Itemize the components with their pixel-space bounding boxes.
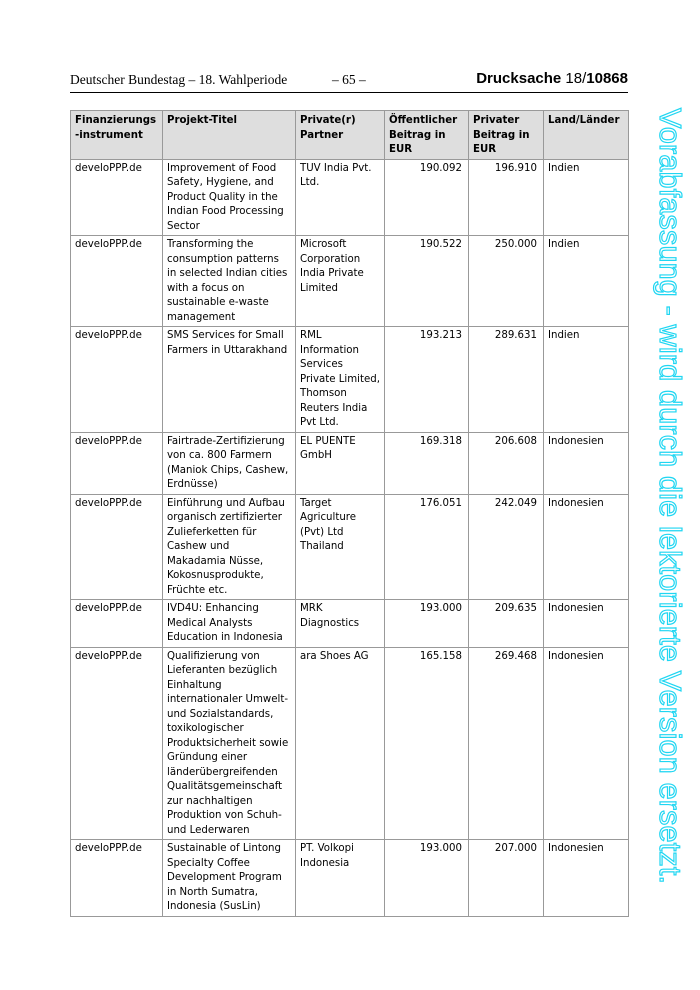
cell-private-amount: 209.635 bbox=[469, 600, 544, 648]
cell-instrument: develoPPP.de bbox=[71, 600, 163, 648]
cell-title: Sustainable of Lintong Specialty Coffee Development Program in North Sumatra, Indonesia (SusLin) bbox=[163, 840, 296, 917]
draft-watermark-text: Vorabfassung - wird durch die lektorierte Version ersetzt. bbox=[653, 108, 687, 885]
cell-public-amount: 165.158 bbox=[385, 647, 469, 840]
cell-partner: ara Shoes AG bbox=[296, 647, 385, 840]
table-row bbox=[71, 432, 629, 494]
column-header-partner: Private(r) Partner bbox=[296, 111, 385, 160]
cell-title: Qualifizierung von Lieferanten bezüglich Einhaltung internationaler Umwelt- und Sozialstandards, toxikologischer Produktsicherheit sowie Gründung einer länderübergreifenden Qualitätsgemeinschaft zur nachhaltigen Produktion von Schuh- und Lederwaren bbox=[163, 647, 296, 840]
cell-instrument: develoPPP.de bbox=[71, 647, 163, 840]
cell-public-amount: 193.000 bbox=[385, 840, 469, 917]
column-header-instrument: Finanzierungs-instrument bbox=[71, 111, 163, 160]
table-row bbox=[71, 647, 629, 840]
cell-public-amount: 190.092 bbox=[385, 159, 469, 236]
cell-partner: MRK Diagnostics bbox=[296, 600, 385, 648]
cell-partner: RML Information Services Private Limited, Thomson Reuters India Pvt Ltd. bbox=[296, 327, 385, 433]
draft-watermark bbox=[649, 108, 689, 903]
cell-public-amount: 190.522 bbox=[385, 236, 469, 327]
table-row bbox=[71, 159, 629, 236]
cell-partner: EL PUENTE GmbH bbox=[296, 432, 385, 494]
cell-instrument: develoPPP.de bbox=[71, 159, 163, 236]
cell-private-amount: 269.468 bbox=[469, 647, 544, 840]
table-header-row bbox=[71, 111, 629, 160]
table-row bbox=[71, 494, 629, 600]
cell-private-amount: 207.000 bbox=[469, 840, 544, 917]
cell-public-amount: 169.318 bbox=[385, 432, 469, 494]
cell-country: Indien bbox=[544, 236, 629, 327]
cell-partner: Target Agriculture (Pvt) Ltd Thailand bbox=[296, 494, 385, 600]
cell-public-amount: 193.000 bbox=[385, 600, 469, 648]
cell-instrument: develoPPP.de bbox=[71, 840, 163, 917]
cell-private-amount: 289.631 bbox=[469, 327, 544, 433]
cell-country: Indonesien bbox=[544, 494, 629, 600]
cell-title: SMS Services for Small Farmers in Uttarakhand bbox=[163, 327, 296, 433]
document-number-id: 10868 bbox=[586, 70, 628, 87]
cell-country: Indien bbox=[544, 159, 629, 236]
cell-title: Einführung und Aufbau organisch zertifizierter Zulieferketten für Cashew und Makadamia Nüsse, Kokosnusprodukte, Früchte etc. bbox=[163, 494, 296, 600]
cell-private-amount: 250.000 bbox=[469, 236, 544, 327]
column-header-title: Projekt-Titel bbox=[163, 111, 296, 160]
cell-partner: TUV India Pvt. Ltd. bbox=[296, 159, 385, 236]
page-header bbox=[70, 70, 628, 93]
cell-title: Transforming the consumption patterns in selected Indian cities with a focus on sustainable e-waste management bbox=[163, 236, 296, 327]
column-header-country: Land/Länder bbox=[544, 111, 629, 160]
cell-public-amount: 193.213 bbox=[385, 327, 469, 433]
document-number bbox=[476, 70, 628, 87]
table-row bbox=[71, 236, 629, 327]
cell-title: IVD4U: Enhancing Medical Analysts Education in Indonesia bbox=[163, 600, 296, 648]
cell-country: Indonesien bbox=[544, 840, 629, 917]
table-row bbox=[71, 600, 629, 648]
page-number: – 65 – bbox=[332, 72, 366, 87]
cell-private-amount: 242.049 bbox=[469, 494, 544, 600]
cell-instrument: develoPPP.de bbox=[71, 236, 163, 327]
publisher-label: Deutscher Bundestag – 18. Wahlperiode bbox=[70, 72, 288, 87]
cell-instrument: develoPPP.de bbox=[71, 432, 163, 494]
cell-country: Indien bbox=[544, 327, 629, 433]
column-header-private: Privater Beitrag in EUR bbox=[469, 111, 544, 160]
cell-country: Indonesien bbox=[544, 600, 629, 648]
projects-table bbox=[70, 110, 629, 917]
cell-title: Improvement of Food Safety, Hygiene, and Product Quality in the Indian Food Processing Sector bbox=[163, 159, 296, 236]
cell-public-amount: 176.051 bbox=[385, 494, 469, 600]
cell-instrument: develoPPP.de bbox=[71, 494, 163, 600]
cell-partner: PT. Volkopi Indonesia bbox=[296, 840, 385, 917]
table-row bbox=[71, 840, 629, 917]
cell-country: Indonesien bbox=[544, 647, 629, 840]
cell-country: Indonesien bbox=[544, 432, 629, 494]
cell-title: Fairtrade-Zertifizierung von ca. 800 Farmern (Maniok Chips, Cashew, Erdnüsse) bbox=[163, 432, 296, 494]
cell-private-amount: 196.910 bbox=[469, 159, 544, 236]
document-number-period: 18/ bbox=[565, 70, 587, 87]
document-number-prefix: Drucksache bbox=[476, 70, 566, 87]
cell-instrument: develoPPP.de bbox=[71, 327, 163, 433]
table-row bbox=[71, 327, 629, 433]
cell-private-amount: 206.608 bbox=[469, 432, 544, 494]
column-header-public: Öffentlicher Beitrag in EUR bbox=[385, 111, 469, 160]
cell-partner: Microsoft Corporation India Private Limited bbox=[296, 236, 385, 327]
